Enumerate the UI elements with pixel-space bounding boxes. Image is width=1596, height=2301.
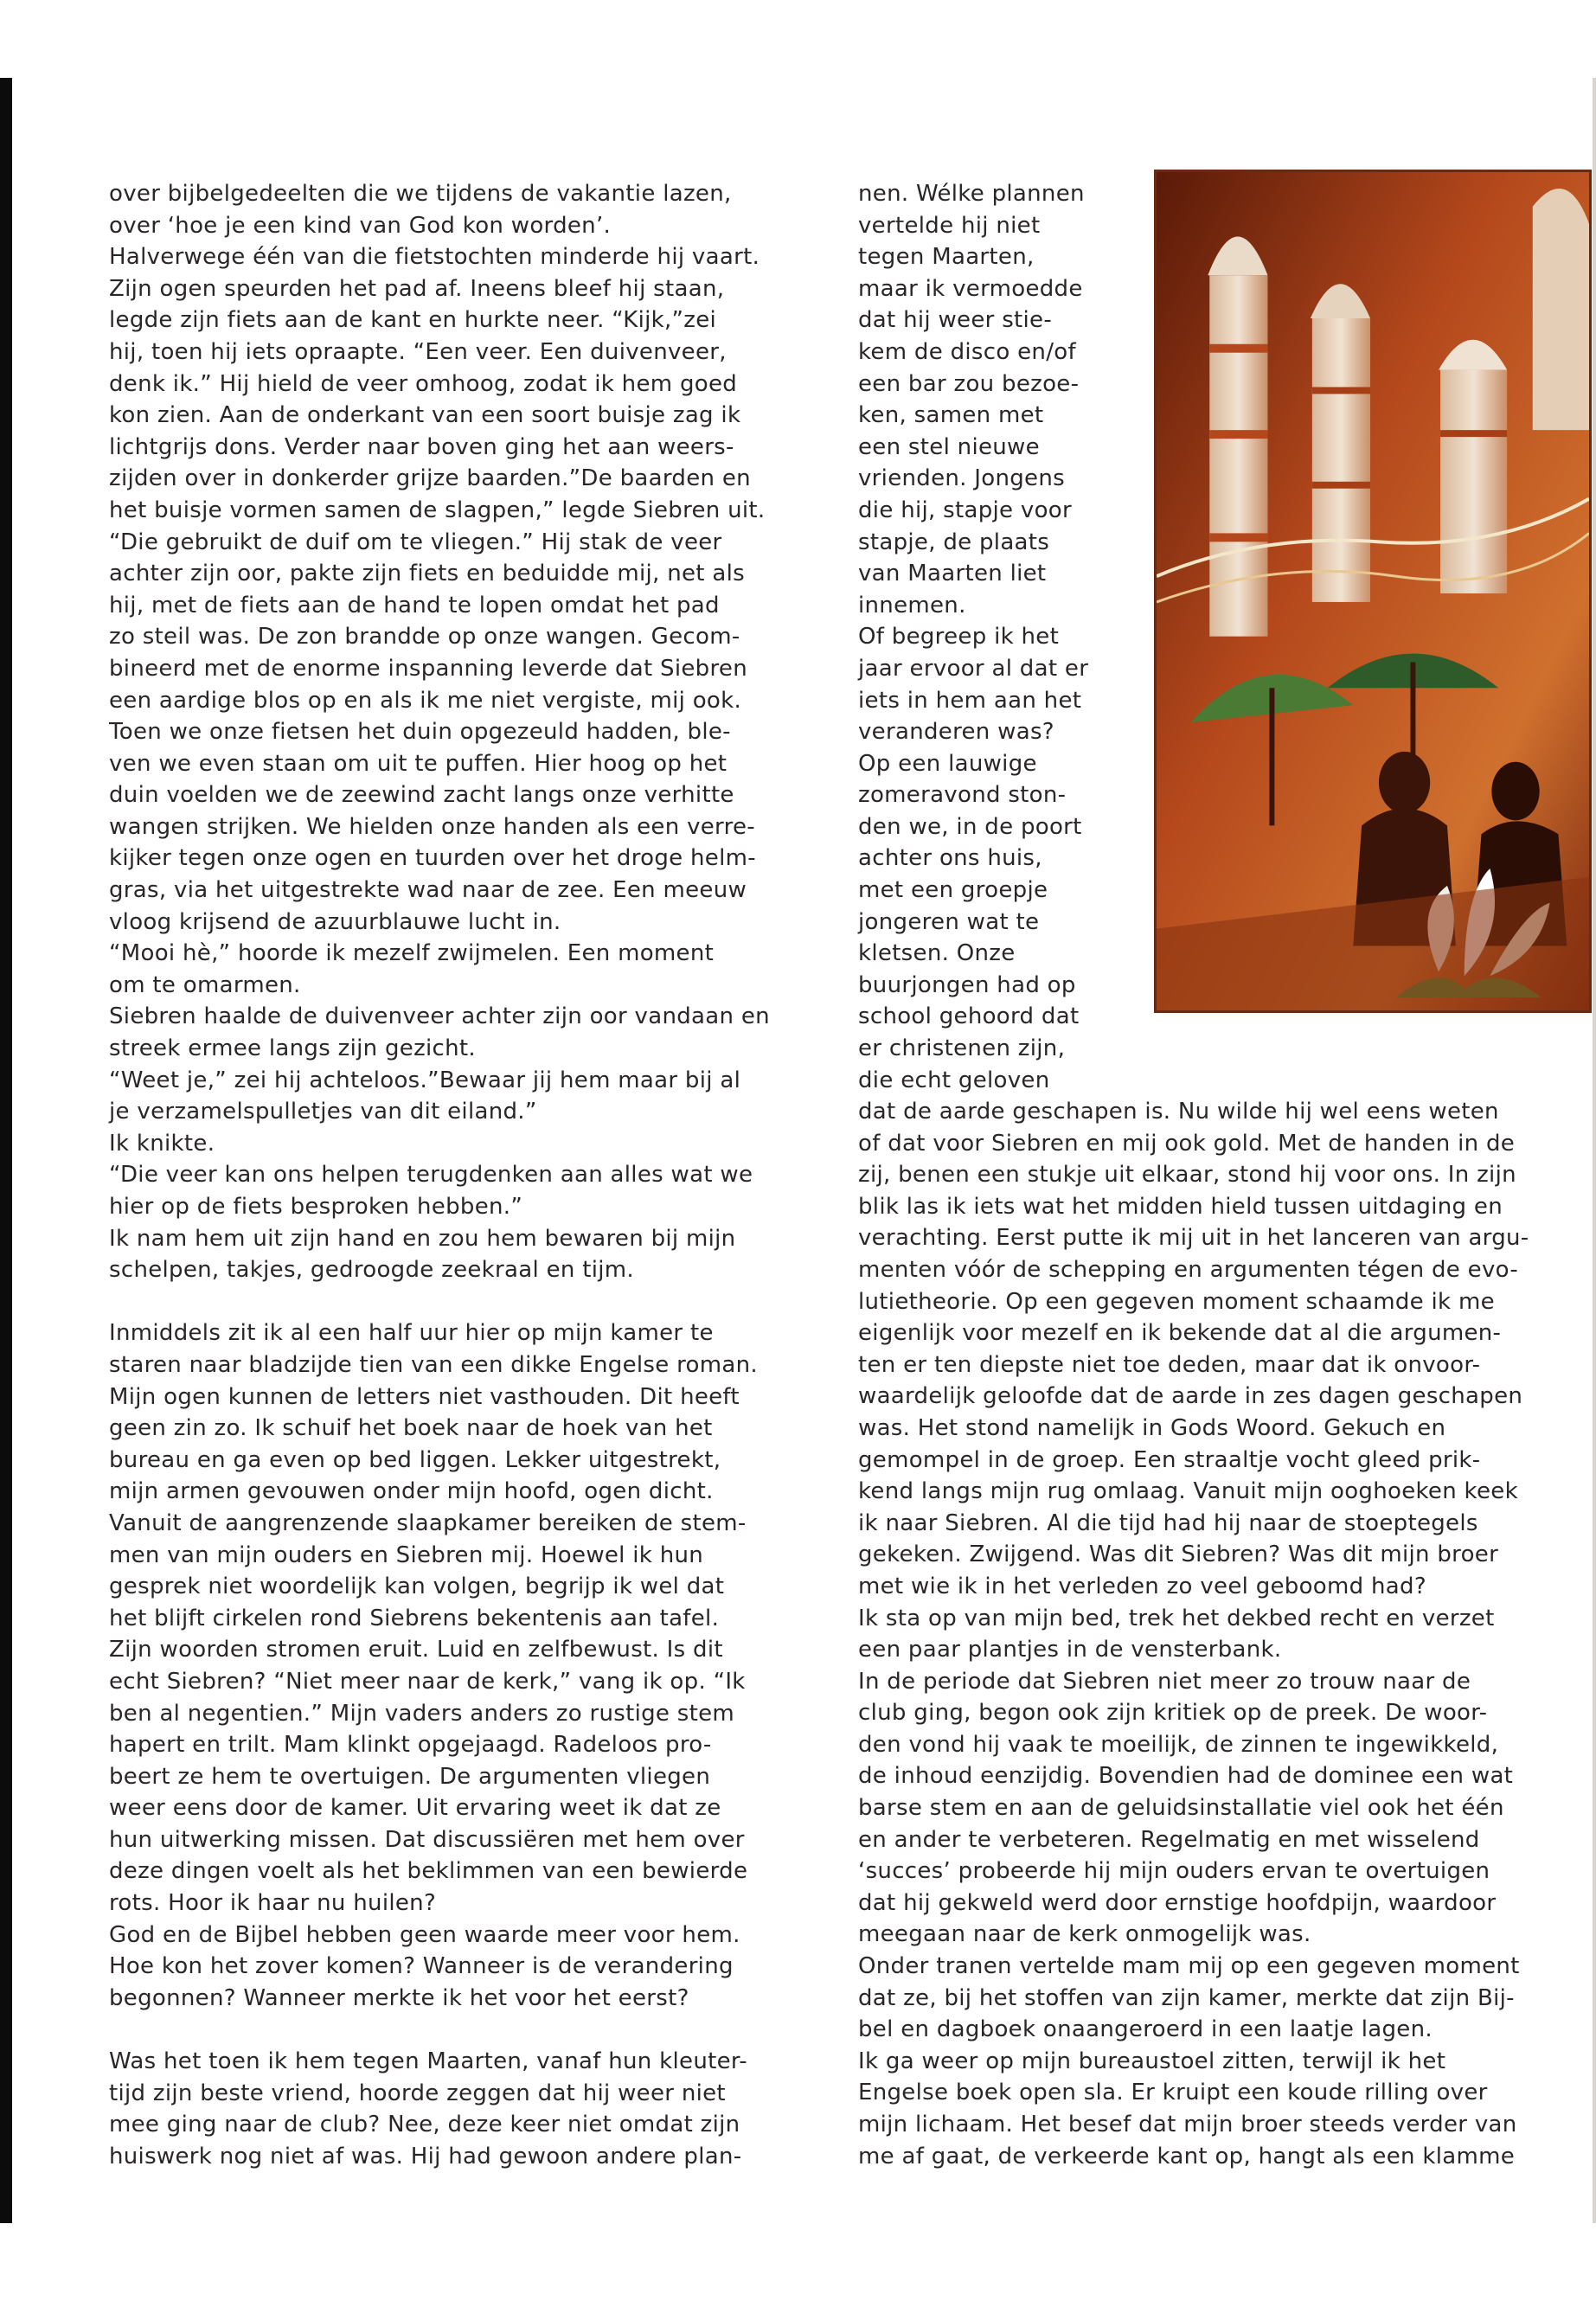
text-line: je verzamelspulletjes van dit eiland.” <box>109 1099 537 1125</box>
tower-middle <box>1311 284 1370 602</box>
text-line: dat hij weer stie- <box>858 307 1053 334</box>
text-line: menten vóór de schepping en argumenten tégen de evo- <box>858 1256 1519 1283</box>
text-line: denk ik.” Hij hield de veer omhoog, zodat ik hem goed <box>109 370 738 397</box>
text-line: om te omarmen. <box>109 971 301 998</box>
text-line: innemen. <box>858 592 966 619</box>
text-line: God en de Bijbel hebben geen waarde meer voor hem. <box>109 1921 740 1948</box>
text-line: zij, benen een stukje uit elkaar, stond hij voor ons. In zijn <box>858 1162 1516 1189</box>
text-line: jongeren wat te <box>858 908 1040 935</box>
text-line: blik las ik iets wat het midden hield tussen uitdaging en <box>858 1193 1503 1220</box>
text-line: maar ik vermoedde <box>858 275 1083 302</box>
text-line: tegen Maarten, <box>858 244 1035 271</box>
text-line: achter zijn oor, pakte zijn fiets en beduidde mij, net als <box>109 561 745 587</box>
text-line: Siebren haalde de duivenveer achter zijn oor vandaan en <box>109 1003 770 1030</box>
text-line: Ik ga weer op mijn bureaustoel zitten, terwijl ik het <box>858 2048 1446 2074</box>
text-line: barse stem en aan de geluidsinstallatie viel ook het één <box>858 1795 1504 1822</box>
text-line: dat hij gekweld werd door ernstige hoofdpijn, waardoor <box>858 1889 1497 1916</box>
text-line: weer eens door de kamer. Uit ervaring weet ik dat ze <box>109 1795 721 1822</box>
text-line: hun uitwerking missen. Dat discussiëren met hem over <box>109 1826 745 1853</box>
text-line: “Mooi hè,” hoorde ik mezelf zwijmelen. Een moment <box>109 940 715 967</box>
text-line: Zijn woorden stromen eruit. Luid en zelfbewust. Is dit <box>109 1637 723 1663</box>
text-line: hij, toen hij iets opraapte. “Een veer. Een duivenveer, <box>109 338 727 365</box>
scan-margin-top <box>0 0 1596 74</box>
text-line: een stel nieuwe <box>858 433 1040 460</box>
text-column-narrow <box>858 178 1144 1096</box>
text-line: buurjongen had op <box>858 971 1076 998</box>
text-line: “Weet je,” zei hij achteloos.”Bewaar jij hem maar bij al <box>109 1067 741 1093</box>
text-line: stapje, de plaats <box>858 529 1050 555</box>
text-line: Was het toen ik hem tegen Maarten, vanaf hun kleuter- <box>109 2048 747 2075</box>
text-line: van Maarten liet <box>858 561 1047 587</box>
text-line: lutietheorie. Op een gegeven moment schaamde ik me <box>858 1288 1495 1315</box>
text-line: waardelijk geloofde dat de aarde in zes dagen geschapen <box>858 1383 1523 1410</box>
text-line: wangen strijken. We hielden onze handen als een verre- <box>109 813 755 840</box>
text-line: bel en dagboek onaangeroerd in een laatje lagen. <box>858 2016 1433 2043</box>
text-line: vrienden. Jongens <box>858 465 1065 492</box>
text-line: lichtgrijs dons. Verder naar boven ging het aan weers- <box>109 433 734 460</box>
text-line: Toen we onze fietsen het duin opgezeuld hadden, ble- <box>109 719 731 746</box>
text-line: over ‘hoe je een kind van God kon worden’. <box>109 212 612 239</box>
text-line: Inmiddels zit ik al een half uur hier op mijn kamer te <box>109 1320 714 1347</box>
text-line: ken, samen met <box>858 402 1044 429</box>
text-line: Op een lauwige <box>858 750 1037 777</box>
text-line: Ik nam hem uit zijn hand en zou hem bewaren bij mijn <box>109 1225 736 1252</box>
text-line: kem de disco en/of <box>858 338 1076 365</box>
text-line: ben al negentien.” Mijn vaders anders zo rustige stem <box>109 1700 735 1727</box>
text-line: zo steil was. De zon brandde op onze wangen. Gecom- <box>109 624 740 651</box>
text-line: ik naar Siebren. Al die tijd had hij naar de stoeptegels <box>858 1509 1478 1536</box>
text-line: achter ons huis, <box>858 845 1042 872</box>
text-line: Onder tranen vertelde mam mij op een gegeven moment <box>858 1953 1520 1980</box>
text-line: een bar zou bezoe- <box>858 370 1080 397</box>
text-line: Halverwege één van die fietstochten minderde hij vaart. <box>109 244 760 271</box>
text-line: ten er ten diepste niet toe deden, maar dat ik onvoor- <box>858 1351 1481 1378</box>
text-line: kend langs mijn rug omlaag. Vanuit mijn ooghoeken keek <box>858 1478 1518 1505</box>
text-line: eigenlijk voor mezelf en ik bekende dat al die argumen- <box>858 1320 1502 1347</box>
text-line: gemompel in de groep. Een straaltje vocht gleed prik- <box>858 1446 1481 1473</box>
text-line: er christenen zijn, <box>858 1035 1066 1062</box>
text-line: kletsen. Onze <box>858 940 1016 967</box>
text-line: ven we even staan om uit te puffen. Hier hoog op het <box>109 750 727 777</box>
text-line: gesprek niet woordelijk kan volgen, begrijp ik wel dat <box>109 1574 725 1600</box>
text-line: Of begreep ik het <box>858 624 1060 651</box>
text-line: met een groepje <box>858 877 1048 904</box>
text-line: Vanuit de aangrenzende slaapkamer bereiken de stem- <box>109 1509 747 1536</box>
text-line: club ging, begon ook zijn kritiek op de preek. De woor- <box>858 1700 1488 1727</box>
text-line: zomeravond ston- <box>858 782 1067 809</box>
text-line: veranderen was? <box>858 719 1054 746</box>
text-line: Ik knikte. <box>109 1130 215 1157</box>
text-column-left <box>109 178 801 2172</box>
text-line: mee ging naar de club? Nee, deze keer niet omdat zijn <box>109 2112 740 2138</box>
text-line: die hij, stapje voor <box>858 497 1072 523</box>
text-line: Ik sta op van mijn bed, trek het dekbed recht en verzet <box>858 1605 1495 1631</box>
text-line: rots. Hoor ik haar nu huilen? <box>109 1890 437 1917</box>
text-line: het buisje vormen samen de slagpen,” legde Siebren uit. <box>109 497 766 523</box>
text-line: het blijft cirkelen rond Siebrens bekentenis aan tafel. <box>109 1605 720 1631</box>
text-line: een aardige blos op en als ik me niet vergiste, mij ook. <box>109 687 742 714</box>
illustration-painting <box>1154 170 1592 1013</box>
text-line: school gehoord dat <box>858 1003 1080 1030</box>
text-line: begonnen? Wanneer merkte ik het voor het eerst? <box>109 1984 689 2011</box>
text-line: staren naar bladzijde tien van een dikke Engelse roman. <box>109 1351 758 1378</box>
text-line: de inhoud eenzijdig. Bovendien had de dominee een wat <box>858 1763 1514 1790</box>
text-line: meegaan naar de kerk onmogelijk was. <box>858 1921 1311 1948</box>
scan-edge-right <box>1593 78 1596 2223</box>
text-line: den vond hij vaak te moeilijk, de zinnen te ingewikkeld, <box>858 1731 1499 1758</box>
text-line: verachting. Eerst putte ik mij uit in het lanceren van argu- <box>858 1225 1529 1252</box>
text-line: ‘succes’ probeerde hij mijn ouders ervan te overtuigen <box>858 1858 1490 1885</box>
text-line: bureau en ga even op bed liggen. Lekker uitgestrekt, <box>109 1446 721 1473</box>
text-line: mijn armen gevouwen onder mijn hoofd, ogen dicht. <box>109 1478 714 1505</box>
text-line: huiswerk nog niet af was. Hij had gewoon andere plan- <box>109 2143 742 2170</box>
text-line: den we, in de poort <box>858 813 1082 840</box>
text-line: “Die gebruikt de duif om te vliegen.” Hij stak de veer <box>109 529 722 555</box>
text-line: men van mijn ouders en Siebren mij. Hoewel ik hun <box>109 1541 704 1568</box>
text-line: gras, via het uitgestrekte wad naar de zee. Een meeuw <box>109 877 747 904</box>
text-column-right <box>858 1096 1567 2172</box>
text-line: dat ze, bij het stoffen van zijn kamer, merkte dat zijn Bij- <box>858 1984 1515 2011</box>
scan-margin-bottom <box>0 2225 1596 2301</box>
text-line: gekeken. Zwijgend. Was dit Siebren? Was dit mijn broer <box>858 1541 1499 1568</box>
text-line: zijden over in donkerder grijze baarden.”De baarden en <box>109 465 751 492</box>
text-line: hier op de fiets besproken hebben.” <box>109 1194 523 1220</box>
text-line: hij, met de fiets aan de hand te lopen omdat het pad <box>109 592 720 619</box>
text-line: geen zin zo. Ik schuif het boek naar de hoek van het <box>109 1415 713 1442</box>
text-line: legde zijn fiets aan de kant en hurkte neer. “Kijk,”zei <box>109 307 717 334</box>
text-line: “Die veer kan ons helpen terugdenken aan alles wat we <box>109 1162 753 1189</box>
text-line <box>109 2014 801 2046</box>
text-line <box>109 1286 801 1318</box>
text-line: iets in hem aan het <box>858 687 1082 714</box>
text-line: beert ze hem te overtuigen. De argumenten vliegen <box>109 1763 711 1790</box>
scan-edge-left <box>0 78 12 2223</box>
text-line: mijn lichaam. Het besef dat mijn broer steeds verder van <box>858 2112 1517 2138</box>
text-line: Mijn ogen kunnen de letters niet vasthouden. Dit heeft <box>109 1383 740 1410</box>
text-line: In de periode dat Siebren niet meer zo trouw naar de <box>858 1668 1471 1695</box>
text-line: over bijbelgedeelten die we tijdens de vakantie lazen, <box>109 181 732 207</box>
text-line: Zijn ogen speurden het pad af. Ineens bleef hij staan, <box>109 275 725 302</box>
text-line: was. Het stond namelijk in Gods Woord. Gekuch en <box>858 1414 1446 1441</box>
painting-icon <box>1157 172 1589 1010</box>
text-line: echt Siebren? “Niet meer naar de kerk,” vang ik op. “Ik <box>109 1668 746 1695</box>
text-line: vloog krijsend de azuurblauwe lucht in. <box>109 908 561 935</box>
text-line: kon zien. Aan de onderkant van een soort buisje zag ik <box>109 402 741 429</box>
text-line: hapert en trilt. Mam klinkt opgejaagd. Radeloos pro- <box>109 1732 712 1759</box>
text-line: Hoe kon het zover komen? Wanneer is de verandering <box>109 1953 734 1980</box>
text-line: jaar ervoor al dat er <box>858 655 1089 682</box>
text-line: streek ermee langs zijn gezicht. <box>109 1035 476 1062</box>
text-line: kijker tegen onze ogen en tuurden over het droge helm- <box>109 845 756 872</box>
text-line: een paar plantjes in de vensterbank. <box>858 1637 1282 1663</box>
text-line: schelpen, takjes, gedroogde zeekraal en tijm. <box>109 1257 634 1284</box>
text-line: vertelde hij niet <box>858 212 1041 239</box>
text-line: dat de aarde geschapen is. Nu wilde hij wel eens weten <box>858 1099 1499 1125</box>
text-line: Engelse boek open sla. Er kruipt een koude rilling over <box>858 2080 1488 2106</box>
text-line: me af gaat, de verkeerde kant op, hangt als een klamme <box>858 2143 1516 2170</box>
text-line: duin voelden we de zeewind zacht langs onze verhitte <box>109 782 734 809</box>
text-line: nen. Wélke plannen <box>858 181 1085 207</box>
text-line: en ander te verbeteren. Regelmatig en met wisselend <box>858 1826 1480 1853</box>
text-line: die echt geloven <box>858 1067 1050 1093</box>
text-line: of dat voor Siebren en mij ook gold. Met de handen in de <box>858 1130 1516 1157</box>
text-line: tijd zijn beste vriend, hoorde zeggen dat hij weer niet <box>109 2080 726 2106</box>
text-line: deze dingen voelt als het beklimmen van een bewierde <box>109 1858 748 1885</box>
text-line: met wie ik in het verleden zo veel geboomd had? <box>858 1573 1426 1599</box>
text-line: bineerd met de enorme inspanning leverde dat Siebren <box>109 655 747 682</box>
